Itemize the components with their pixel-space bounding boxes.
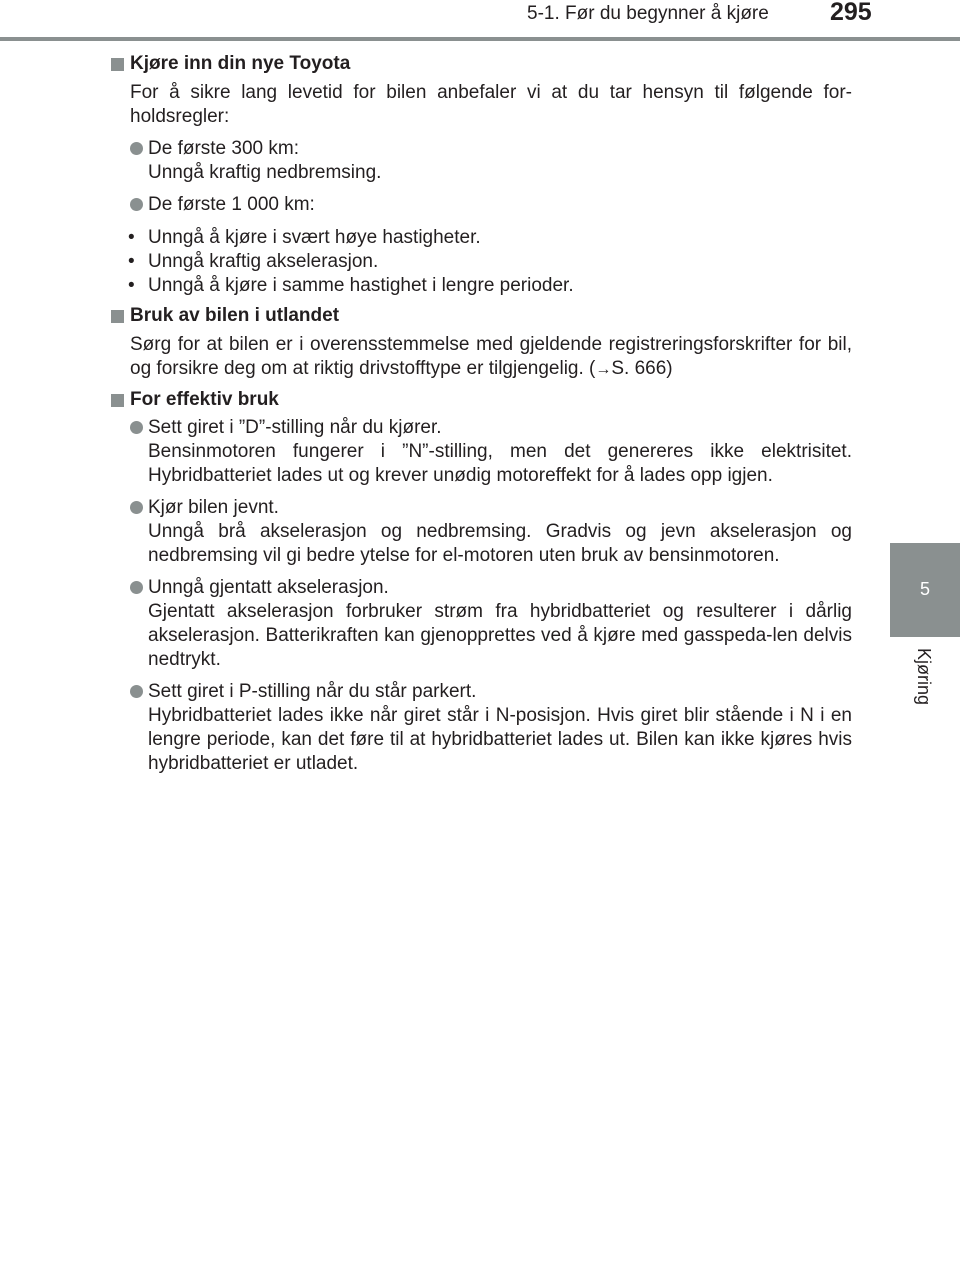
square-bullet-icon: [111, 310, 124, 323]
page-number: 295: [830, 0, 872, 26]
sub-bullet-item: • Unngå kraftig akselerasjon.: [128, 250, 852, 274]
header-divider: [0, 37, 960, 41]
item-body: Gjentatt akselerasjon forbruker strøm fra hybridbatteriet og resulterer i dårlig akselerasjon. Batterikraften kan gjenopprettes ved å kjøre med gasspeda-len delvis nedtrykt.: [148, 601, 852, 670]
circle-bullet-icon: [130, 198, 143, 211]
section-efficient-use: [110, 388, 852, 776]
circle-bullet-icon: [130, 685, 143, 698]
chapter-tab-label: Kjøring: [914, 648, 934, 706]
circle-bullet-icon: [130, 501, 143, 514]
list-item: [130, 193, 852, 217]
item-body: Unngå kraftig nedbremsing.: [148, 162, 382, 183]
chapter-title: 5-1. Før du begynner å kjøre: [527, 3, 769, 24]
circle-bullet-icon: [130, 421, 143, 434]
list-item: [130, 416, 852, 488]
list-item: [130, 576, 852, 672]
item-body: Bensinmotoren fungerer i ”N”-stilling, men det genereres ikke elektrisitet. Hybridbatteriet lades ut og krever unødig motoreffekt for å lades opp igjen.: [148, 441, 852, 486]
section-abroad: [110, 304, 852, 382]
section-heading: Kjøre inn din nye Toyota: [130, 53, 351, 74]
item-title: Unngå gjentatt akselerasjon.: [148, 577, 389, 598]
list-item: [130, 137, 852, 185]
chapter-tab: [890, 543, 960, 637]
sub-bullet-list: [128, 226, 852, 298]
section-break-in: [110, 52, 852, 298]
chapter-tab-number: 5: [919, 579, 930, 599]
item-title: De første 300 km:: [148, 138, 299, 159]
section-intro: For å sikre lang levetid for bilen anbefaler vi at du tar hensyn til følgende for-holdsregler:: [130, 82, 852, 127]
arrow-right-icon: →: [595, 361, 612, 378]
item-title: De første 1 000 km:: [148, 194, 315, 215]
item-body: Hybridbatteriet lades ikke når giret står i N-posisjon. Hvis giret blir stående i N i en lengre periode, kan det føre til at hybridbatteriet lades ut. Bilen kan ikke kjøres hvis hybridbatteriet er utladet.: [148, 705, 852, 774]
page-content: [110, 52, 852, 776]
square-bullet-icon: [111, 58, 124, 71]
section-heading: For effektiv bruk: [130, 389, 279, 410]
sub-bullet-item: • Unngå å kjøre i svært høye hastigheter.: [128, 226, 852, 250]
section-heading: Bruk av bilen i utlandet: [130, 305, 340, 326]
section-body: [130, 333, 852, 382]
circle-bullet-icon: [130, 581, 143, 594]
body-text: Sørg for at bilen er i overensstemmelse med gjeldende registreringsforskrifter for bil, og forsikre deg om at riktig drivstofftype er tilgjengelig. (: [130, 334, 852, 379]
page-reference-link[interactable]: S. 666): [611, 358, 673, 379]
item-body: Unngå brå akselerasjon og nedbremsing. Gradvis og jevn akselerasjon og nedbremsing vil gi bedre ytelse for el-motoren uten bruk av bensinmotoren.: [148, 521, 852, 566]
item-title: Kjør bilen jevnt.: [148, 497, 279, 518]
list-item: [130, 496, 852, 568]
list-item: [130, 680, 852, 776]
circle-bullet-icon: [130, 142, 143, 155]
item-title: Sett giret i ”D”-stilling når du kjører.: [148, 417, 442, 438]
square-bullet-icon: [111, 394, 124, 407]
sub-bullet-item: • Unngå å kjøre i samme hastighet i lengre perioder.: [128, 274, 852, 298]
item-title: Sett giret i P-stilling når du står parkert.: [148, 681, 477, 702]
